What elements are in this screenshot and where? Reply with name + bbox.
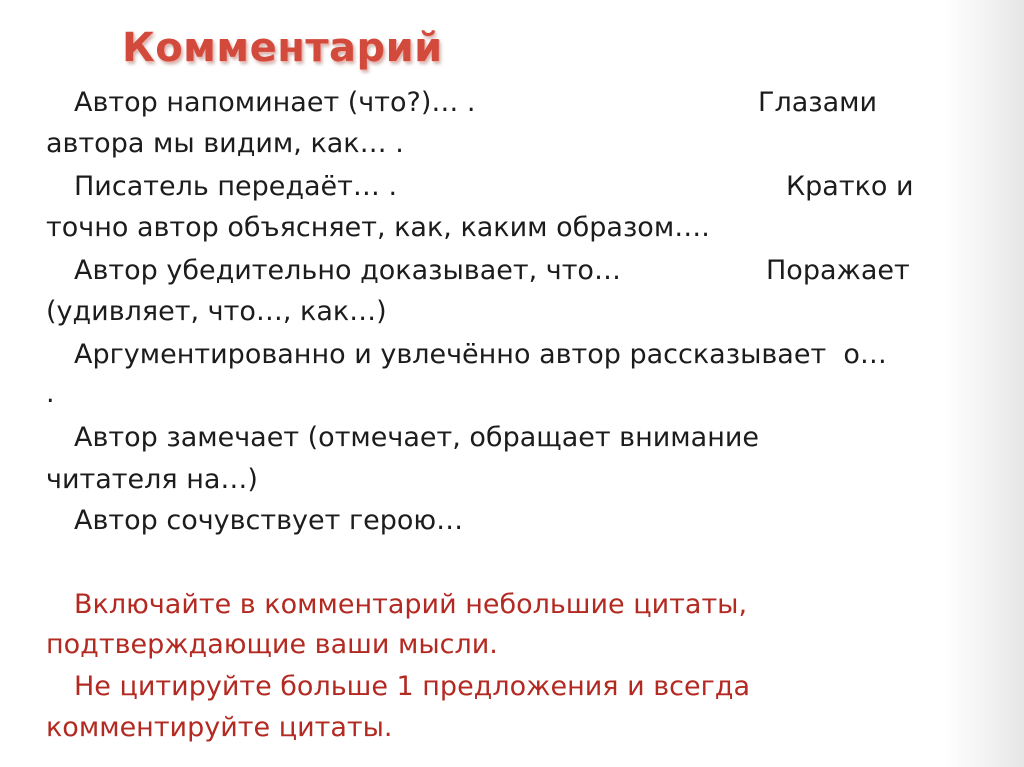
tip-line: подтверждающие ваши мысли. xyxy=(46,629,498,660)
tip-line: Не цитируйте больше 1 предложения и всегда xyxy=(74,671,750,702)
tip-line: комментируйте цитаты. xyxy=(46,712,393,743)
text-line: Автор убедительно доказывает, что… xyxy=(74,255,621,286)
text-line: автора мы видим, как… . xyxy=(46,128,404,159)
text-line: Автор замечает (отмечает, обращает внимание xyxy=(74,422,760,453)
text-line: . xyxy=(46,378,55,409)
text-line: читателя на…) xyxy=(46,464,258,495)
text-line: точно автор объясняет, как, каким образом…. xyxy=(46,212,710,243)
slide-edge-shadow xyxy=(944,0,1024,767)
slide-title: Комментарий xyxy=(122,25,443,71)
tip-line: Включайте в комментарий небольшие цитаты, xyxy=(74,589,748,620)
text-line: (удивляет, что…, как…) xyxy=(46,296,387,327)
text-line: Глазами xyxy=(758,87,878,118)
text-line: Кратко и xyxy=(786,171,914,202)
text-line: Автор сочувствует герою… xyxy=(74,505,464,536)
text-line: Автор напоминает (что?)… . xyxy=(74,87,476,118)
text-line: Писатель передаёт… . xyxy=(74,171,398,202)
text-line: Поражает xyxy=(766,255,910,286)
text-line: Аргументированно и увлечённо автор рассказывает о… xyxy=(74,339,887,370)
